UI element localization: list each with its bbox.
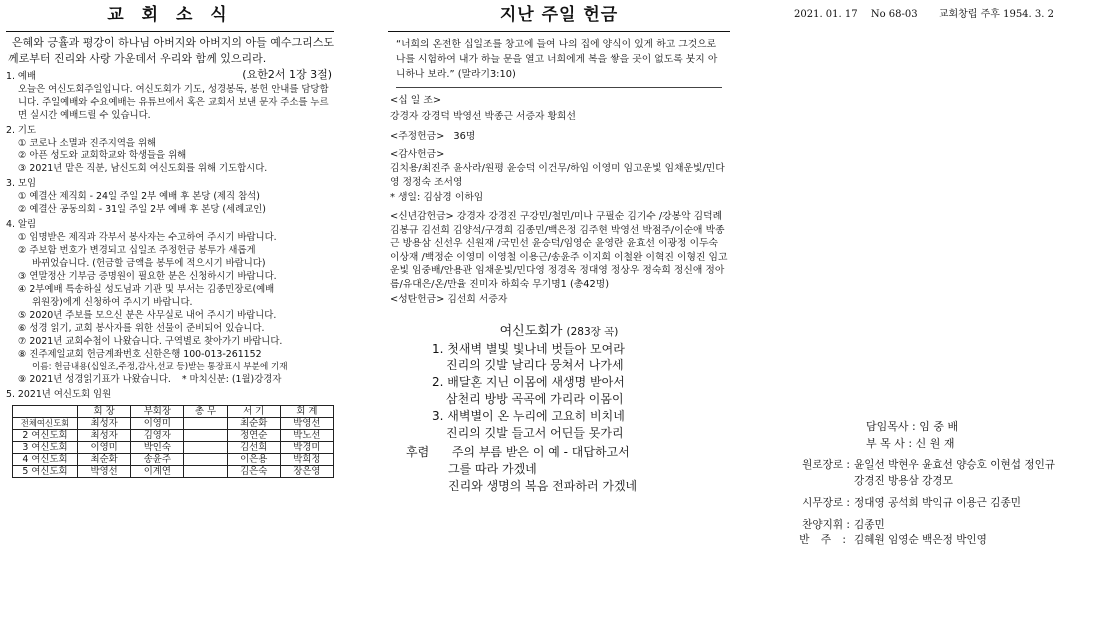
- table-cell: 최순화: [227, 417, 280, 429]
- table-cell: 김선희: [227, 441, 280, 453]
- table-cell: 김영자: [131, 429, 184, 441]
- bulletin-issue: No 68-03: [870, 9, 918, 20]
- table-cell: 박희정: [280, 453, 333, 465]
- christmas-offering-label: <성탄헌금>: [390, 294, 445, 306]
- intro-citation: (요한2서 1장 3절): [242, 67, 332, 81]
- bulletin-date: 2021. 01. 17: [794, 9, 858, 20]
- section-heading-prayer: 2. 기도: [6, 124, 37, 136]
- prayer-item: ① 코로나 소멸과 진주지역을 위해: [18, 137, 157, 149]
- notice-item: ② 주보함 번호가 변경되고 십일조 주정헌금 봉투가 새롭게: [18, 245, 256, 257]
- notice-item: ⑧ 진주제일교회 헌금계좌번호 신한은행 100-013-261152: [18, 349, 262, 361]
- table-cell: 최성자: [78, 429, 131, 441]
- hymn-verse-line: [388, 341, 730, 358]
- staff-value: 김혜원 임영순 백은정 박인영: [854, 534, 987, 547]
- verse-number: 3.: [432, 408, 444, 423]
- hymn-verse-line: [388, 408, 730, 425]
- weekly-offering-row: [390, 130, 730, 144]
- table-cell: 박경미: [280, 441, 333, 453]
- table-cell: 이은용: [227, 453, 280, 465]
- offering-title: 지난 주일 헌금: [388, 0, 730, 32]
- table-cell: 장은영: [280, 465, 333, 477]
- meeting-item: ① 예결산 제직회 - 24일 주일 2부 예배 후 본당 (제직 참석): [18, 191, 260, 203]
- table-header-cell: 회 계: [280, 405, 333, 417]
- staff-label: 부 목 사: [866, 436, 905, 450]
- hymn-chorus-line: 그를 따라 가겠네: [448, 462, 537, 477]
- church-news-title: 교 회 소 식: [6, 0, 334, 32]
- hymn-name: 여신도회가: [499, 323, 563, 339]
- table-cell: 송윤주: [131, 453, 184, 465]
- newyear-offering-label: <신년감헌금>: [390, 211, 454, 222]
- table-cell: 박인숙: [131, 441, 184, 453]
- staff-row-active-elders: [768, 496, 1094, 512]
- staff-label: 원로장로 :: [802, 458, 850, 471]
- notice-item: ⑥ 성경 읽기, 교회 봉사자를 위한 선물이 준비되어 있습니다.: [18, 323, 265, 335]
- table-cell: 2 여신도회: [13, 429, 78, 441]
- table-header-row: [13, 405, 334, 417]
- tithe-label: <십 일 조>: [390, 94, 442, 106]
- table-row: [13, 465, 334, 477]
- hymn-tune-number: (283장 곡): [566, 325, 619, 338]
- staff-label: 반 주 :: [799, 534, 850, 547]
- section-heading-notices: 4. 알림: [6, 219, 37, 231]
- table-row: [13, 453, 334, 465]
- verse-text: 새벽별이 온 누리에 고요히 비치네: [447, 408, 625, 423]
- meeting-item: ② 예결산 공동의회 - 31일 주일 2부 예배 후 본당 (세례교인): [18, 204, 266, 216]
- table-cell: 3 여신도회: [13, 441, 78, 453]
- table-row: [13, 417, 334, 429]
- table-header-cell: 총 무: [184, 405, 227, 417]
- staff-value: 윤일선 박현우 윤효선 양승호 이현섭 정인규 강경진 방용삼 강경모: [854, 458, 1056, 487]
- verse-text: 배달혼 지닌 이몸에 새생명 받아서: [447, 375, 625, 390]
- table-cell: 5 여신도회: [13, 465, 78, 477]
- hymn-verse-line: [388, 374, 730, 391]
- staff-row-choir-director: [768, 518, 1094, 534]
- table-cell: [184, 429, 227, 441]
- tithe-verse: “너희의 온전한 십일조를 창고에 들여 나의 집에 양식이 있게 하고 그것으로 나를 시험하여 내가 하늘 문을 열고 너희에게 복을 쌓을 곳이 없도록 붓지 아니하나 보라.” (말라기3:10): [396, 38, 722, 87]
- table-cell: 박노선: [280, 429, 333, 441]
- bible-reading-notice: ⑨ 2021년 성경읽기표가 나왔습니다.: [18, 373, 171, 385]
- table-cell: 최성자: [78, 417, 131, 429]
- intro-text: 은혜와 긍휼과 평강이 하나님 아버지와 아버지의 아들 예수그리스도께로부터 진리와 사랑 가운데서 우리와 함께 있으리라.: [8, 36, 335, 66]
- table-cell: 최순화: [78, 453, 131, 465]
- weekly-offering-count: 36명: [453, 130, 476, 142]
- notice-item: ④ 2부예배 특송하실 성도님과 기관 및 부서는 김종민장로(예배: [18, 284, 275, 296]
- tithe-names: 강경자 강경덕 박영선 박종근 서증자 황희선: [390, 111, 576, 123]
- hymn-verse-line: 진리의 깃발 들고서 어딘들 못가리: [446, 425, 624, 440]
- notice-item: ⑦ 2021년 교회수첩이 나왔습니다. 구역별로 찾아가기 바랍니다.: [18, 336, 283, 348]
- staff-label: 찬양지휘 :: [802, 518, 850, 531]
- staff-value: 임 중 배: [919, 419, 959, 433]
- hymn-chorus-line: 진리와 생명의 복음 전파하러 가겠네: [448, 478, 638, 493]
- table-header-cell: [13, 405, 78, 417]
- verse-number: 1.: [432, 341, 444, 356]
- pastor-list: [768, 418, 1094, 452]
- table-cell: 이영미: [78, 441, 131, 453]
- prayer-item: ③ 2021년 맡은 직분, 남신도회 여신도회를 위해 기도합시다.: [18, 163, 268, 175]
- table-cell: 4 여신도회: [13, 453, 78, 465]
- worship-paragraph: 오늘은 여신도회주일입니다. 여신도회가 기도, 성경봉독, 봉헌 안내를 담당합니다. 주일예배와 수요예배는 유튜브에서 혹은 교회서 보낸 문자 주소를 누르면 실시간 예배드릴 수 있습니다.: [18, 83, 329, 121]
- hymn-verse-line: 진리의 깃발 날리다 뭉쳐서 나가세: [446, 358, 624, 373]
- table-cell: 전체여신도회: [13, 417, 78, 429]
- thanks-offering-label: <감사헌금>: [390, 149, 445, 161]
- notice-item: ③ 연말정산 기부금 증명원이 필요한 분은 신청하시기 바랍니다.: [18, 271, 277, 283]
- newyear-offering-names: 강경자 강경진 구강민/철민/미나 구필순 김기수 /강봉악 김덕례 김봉규 김선희 김양석/구경희 김종민/백은정 김주현 박영선 박점주/이순애 박종근 방용삼 신선우 신원재 /국민선 윤승덕/임영순 윤영란 윤효선 이광정 이두숙 이상재 /백정순 이영미 이영철 이용근/송윤주 이지희 이철완 이혁진 이형진 임고운빛 임중배/안용관 임채운빛/민다영 정경옥 정대영 정상우 정숙희 정신애 정아름/유대은/온/만율 진미자 하희숙 무기명1 (총42명): [390, 211, 728, 290]
- verse-text: 첫새벽 별빛 빛나네 벗들아 모여라: [447, 341, 625, 356]
- newyear-offering: [390, 210, 730, 291]
- staff-row-accompanist: [768, 533, 1094, 549]
- table-header-cell: 회 장: [78, 405, 131, 417]
- notice-item: [6, 374, 334, 387]
- staff-label: 시무장로 :: [802, 496, 850, 509]
- table-cell: [184, 417, 227, 429]
- verse-number: 2.: [432, 375, 444, 390]
- table-cell: [184, 441, 227, 453]
- table-header-cell: 서 기: [227, 405, 280, 417]
- table-cell: 김은숙: [227, 465, 280, 477]
- officers-table: [12, 405, 334, 478]
- staff-row-elders-emeritus: [768, 458, 1094, 490]
- senior-pastor: 담임목사 : 임 중 배: [866, 419, 959, 433]
- notice-item: ⑤ 2020년 주보를 모으신 분은 사무실로 내어 주시기 바랍니다.: [18, 310, 277, 322]
- staff-label: 담임목사: [866, 419, 909, 433]
- christmas-offering-names: 김선희 서증자: [447, 294, 508, 306]
- notice-item-continued: 이름: 헌금내용(십일조,주정,감사,선교 등)받는 통장표시 부분에 기재: [32, 361, 288, 372]
- masthead: [768, 0, 1094, 22]
- prayer-item: ② 아픈 성도와 교회학교와 학생들을 위해: [18, 150, 187, 162]
- offering-column: [388, 0, 730, 495]
- table-cell: 박영선: [280, 417, 333, 429]
- section-heading-worship: 1. 예배: [6, 70, 37, 82]
- weekly-offering-label: <주정헌금>: [390, 130, 445, 142]
- table-header-cell: 부회장: [131, 405, 184, 417]
- table-cell: 이계연: [131, 465, 184, 477]
- bible-reading-finishers: * 마치신분: (1월)강경자: [181, 373, 282, 385]
- staff-value: 신 원 재: [915, 436, 955, 450]
- birthday-note: * 생일: 김삼경 이하임: [390, 191, 484, 203]
- hymn-title: [388, 323, 730, 341]
- chorus-text: 주의 부름 받은 이 예 - 대답하고서: [451, 445, 630, 460]
- notice-item-continued: 바뀌었습니다. (헌금할 금액을 봉투에 적으시기 바랍니다): [32, 258, 266, 270]
- table-cell: 정연순: [227, 429, 280, 441]
- christmas-offering: [390, 293, 730, 307]
- staff-value: 정대영 공석희 박익규 이용근 김종민: [854, 496, 1021, 509]
- notice-item: ① 임명받은 제직과 각부서 봉사자는 수고하여 주시기 바랍니다.: [18, 232, 277, 244]
- hymn-chorus-line: [388, 444, 730, 461]
- notice-item-continued: 위원장)에게 신청하여 주시기 바랍니다.: [32, 297, 193, 309]
- hymn-verse-line: 삼천리 방방 곡곡에 가리라 이몸이: [446, 391, 624, 406]
- table-row: [13, 441, 334, 453]
- staff-list: [768, 458, 1094, 549]
- church-news-column: [6, 0, 334, 478]
- masthead-column: [768, 0, 1094, 549]
- chorus-label: 후렴: [406, 445, 430, 460]
- church-founded: 교회창립 주후 1954. 3. 2: [938, 9, 1054, 20]
- staff-value: 김종민: [854, 518, 885, 531]
- table-cell: 이영미: [131, 417, 184, 429]
- thanks-offering-names: 김치용/최진주 윤사라/원평 윤승덕 이건무/하임 이영미 임고운빛 임채운빛/민다영 정정숙 조서영: [390, 162, 725, 189]
- section-heading-officers: 5. 2021년 여신도회 임원: [6, 388, 112, 400]
- table-row: [13, 429, 334, 441]
- table-cell: [184, 453, 227, 465]
- section-heading-meetings: 3. 모임: [6, 178, 37, 190]
- table-cell: [184, 465, 227, 477]
- associate-pastor: 부 목 사 : 신 원 재: [866, 436, 955, 450]
- table-cell: 박영선: [78, 465, 131, 477]
